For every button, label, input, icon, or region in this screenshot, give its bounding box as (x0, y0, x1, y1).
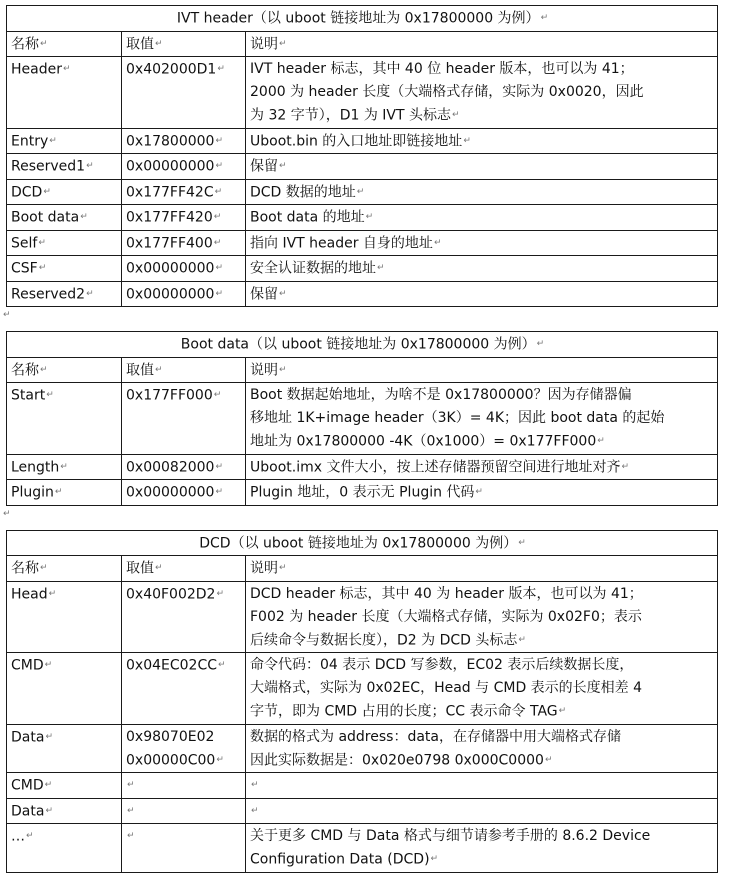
row-name-cell: Data↵ (7, 724, 122, 773)
value-line: 0x04EC02CC↵ (126, 657, 226, 674)
row-desc-cell (246, 57, 718, 129)
paragraph-mark-icon: ↵ (3, 310, 11, 320)
paragraph-mark-icon: ↵ (48, 588, 57, 599)
row-value-cell (122, 256, 246, 282)
header-cell-name: 名称↵ (7, 357, 122, 383)
paragraph-mark-icon: ↵ (215, 161, 223, 171)
paragraph-mark-icon: ↵ (544, 754, 553, 765)
table-row (7, 128, 718, 154)
paragraph-mark-icon: ↵ (215, 461, 223, 472)
table-title-cell (7, 530, 718, 556)
paragraph-mark-icon: ↵ (518, 634, 526, 645)
paragraph-mark-icon: ↵ (44, 780, 53, 790)
paragraph-mark-icon: ↵ (518, 537, 526, 548)
paragraph-mark-icon: ↵ (214, 186, 223, 197)
paragraph-mark-icon: ↵ (217, 64, 225, 74)
row-value-cell (122, 230, 246, 256)
value-line: 0x177FF420↵ (126, 209, 222, 226)
table-row (7, 383, 718, 455)
paragraph-mark-icon: ↵ (365, 212, 374, 222)
paragraph-mark-icon: ↵ (215, 288, 223, 299)
value-line: 0x98070E02 (126, 728, 215, 745)
paragraph-mark-icon: ↵ (216, 754, 224, 765)
value-line: 0x177FF42C↵ (126, 184, 223, 200)
desc-line: 因此实际数据是：0x020e0798 0x000C0000↵ (250, 752, 553, 768)
paragraph-mark-icon: ↵ (433, 237, 442, 248)
row-value-cell (122, 383, 246, 455)
row-name-cell: CSF↵ (7, 256, 122, 282)
paragraph-mark-icon: ↵ (279, 38, 287, 49)
row-desc-cell (246, 179, 718, 205)
value-line: 0x00000000↵ (126, 484, 223, 501)
row-desc-cell (246, 205, 718, 231)
paragraph-mark-icon: ↵ (38, 237, 46, 248)
paragraph-mark-icon: ↵ (279, 364, 287, 375)
paragraph-mark-icon: ↵ (38, 263, 47, 273)
paragraph-mark-icon: ↵ (45, 731, 53, 742)
paragraph-gap (3, 307, 717, 331)
value-line: 0x00000C00↵ (126, 752, 224, 768)
desc-line: 安全认证数据的地址↵ (250, 260, 385, 277)
row-name-cell: DCD↵ (7, 179, 122, 205)
row-name-cell: Entry↵ (7, 128, 122, 154)
row-value-cell (122, 480, 246, 506)
row-desc-cell (246, 798, 718, 824)
desc-line: 保留↵ (250, 158, 287, 175)
paragraph-mark-icon: ↵ (155, 563, 163, 573)
desc-line: IVT header 标志，其中 40 位 header 版本，也可以为 41； (250, 61, 634, 77)
table-row (7, 230, 718, 256)
paragraph-mark-icon: ↵ (155, 364, 163, 375)
value-line: 0x177FF400↵ (126, 235, 222, 251)
paragraph-mark-icon: ↵ (218, 660, 226, 670)
row-name-cell: Head↵ (7, 581, 122, 653)
table-row (7, 256, 718, 282)
desc-line: 2000 为 header 长度（大端格式存储，实际为 0x0020，因此 (250, 84, 644, 100)
table-row (7, 179, 718, 205)
paragraph-mark-icon: ↵ (279, 563, 287, 573)
row-name-cell: Length↵ (7, 454, 122, 480)
desc-line: 数据的格式为 address：data，在存储器中用大端格式存储 (250, 728, 621, 745)
paragraph-mark-icon: ↵ (463, 135, 471, 146)
header-cell-desc: 说明↵ (246, 556, 718, 582)
row-name-cell: Reserved1↵ (7, 154, 122, 180)
desc-line: 地址为 0x17800000 -4K（0x1000）= 0x177FF000↵ (250, 433, 605, 450)
table-row (7, 57, 718, 129)
row-value-cell (122, 154, 246, 180)
paragraph-mark-icon: ↵ (40, 364, 48, 375)
paragraph-mark-icon: ↵ (213, 390, 222, 400)
desc-line: 字节，即为 CMD 占用的长度；CC 表示命令 TAG↵ (250, 703, 567, 720)
document-body (3, 5, 717, 873)
table-title: Boot data（以 uboot 链接地址为 0x17800000 为例） (180, 336, 536, 353)
paragraph-mark-icon: ↵ (54, 487, 63, 497)
desc-line (250, 774, 714, 798)
paragraph-mark-icon: ↵ (597, 436, 605, 446)
paragraph-mark-icon: ↵ (213, 237, 222, 248)
boot-data-table (6, 331, 718, 506)
desc-line: 大端格式，实际为 0x02EC，Head 与 CMD 表示的长度相差 4 (250, 680, 643, 696)
paragraph-mark-icon: ↵ (40, 563, 48, 573)
paragraph-mark-icon: ↵ (216, 588, 225, 599)
value-line: 0x00000000↵ (126, 158, 223, 175)
table-title-cell (7, 332, 718, 358)
paragraph-mark-icon: ↵ (540, 13, 549, 23)
paragraph-mark-icon: ↵ (215, 135, 223, 146)
table-row (7, 773, 718, 799)
row-value-cell (122, 824, 246, 873)
table-title-row (7, 332, 718, 358)
value-line: 0x402000D1↵ (126, 61, 225, 78)
paragraph-mark-icon: ↵ (43, 186, 51, 197)
value-line: 0x40F002D2↵ (126, 586, 225, 602)
paragraph-mark-icon: ↵ (127, 805, 135, 816)
paragraph-mark-icon: ↵ (40, 38, 48, 49)
paragraph-gap (3, 506, 717, 530)
value-line: 0x00082000↵ (126, 459, 223, 475)
value-line (126, 800, 242, 824)
paragraph-mark-icon: ↵ (356, 186, 365, 197)
row-name-cell: Start↵ (7, 383, 122, 455)
row-desc-cell (246, 773, 718, 799)
desc-line: 命令代码：04 表示 DCD 写参数，EC02 表示后续数据长度， (250, 657, 634, 673)
row-desc-cell (246, 454, 718, 480)
paragraph-mark-icon: ↵ (86, 161, 94, 171)
desc-line: 指向 IVT header 自身的地址↵ (250, 235, 442, 251)
desc-line: 保留↵ (250, 286, 287, 302)
paragraph-mark-icon: ↵ (60, 461, 68, 472)
table-header-row (7, 556, 718, 582)
row-desc-cell (246, 724, 718, 773)
paragraph-mark-icon: ↵ (86, 288, 94, 299)
paragraph-mark-icon: ↵ (430, 854, 439, 864)
paragraph-mark-icon: ↵ (215, 263, 223, 273)
desc-line: Uboot.bin 的入口地址即链接地址↵ (250, 133, 471, 149)
row-name-cell: Self↵ (7, 230, 122, 256)
row-value-cell (122, 773, 246, 799)
header-cell-desc: 说明↵ (246, 357, 718, 383)
paragraph-mark-icon: ↵ (127, 831, 135, 841)
header-cell-name: 名称↵ (7, 556, 122, 582)
table-title: IVT header（以 uboot 链接地址为 0x17800000 为例） (176, 10, 540, 27)
row-value-cell (122, 128, 246, 154)
ivt-header-table (6, 5, 718, 307)
header-cell-value: 取值↵ (122, 357, 246, 383)
table-row (7, 824, 718, 873)
table-row (7, 724, 718, 773)
table-row (7, 281, 718, 307)
table-title-row (7, 530, 718, 556)
desc-line: Boot data 的地址↵ (250, 209, 374, 226)
row-desc-cell (246, 230, 718, 256)
row-desc-cell (246, 154, 718, 180)
paragraph-mark-icon: ↵ (155, 38, 163, 49)
desc-line: 为 32 字节），D1 为 IVT 头标志↵ (250, 107, 460, 124)
table-row (7, 454, 718, 480)
paragraph-mark-icon: ↵ (475, 487, 483, 497)
table-row (7, 798, 718, 824)
paragraph-mark-icon: ↵ (251, 780, 259, 790)
row-name-cell: Plugin↵ (7, 480, 122, 506)
table-title-row (7, 6, 718, 32)
desc-line: 后续命令与数据长度），D2 为 DCD 头标志↵ (250, 632, 526, 648)
paragraph-mark-icon: ↵ (279, 161, 287, 171)
value-line (126, 774, 242, 798)
desc-line: Uboot.imx 文件大小，按上述存储器预留空间进行地址对齐↵ (250, 459, 630, 475)
value-line: 0x00000000↵ (126, 286, 223, 302)
paragraph-mark-icon: ↵ (26, 831, 34, 841)
row-desc-cell (246, 128, 718, 154)
row-value-cell (122, 454, 246, 480)
paragraph-mark-icon: ↵ (45, 805, 53, 816)
paragraph-mark-icon: ↵ (558, 706, 567, 716)
desc-line (250, 800, 714, 824)
row-desc-cell (246, 281, 718, 307)
row-value-cell (122, 57, 246, 129)
paragraph-mark-icon: ↵ (46, 390, 54, 400)
row-value-cell (122, 581, 246, 653)
row-name-cell: CMD↵ (7, 653, 122, 725)
table-row (7, 205, 718, 231)
row-value-cell (122, 798, 246, 824)
table-header-row (7, 31, 718, 57)
row-desc-cell (246, 383, 718, 455)
row-value-cell (122, 724, 246, 773)
table-row (7, 154, 718, 180)
paragraph-mark-icon: ↵ (80, 212, 88, 222)
row-name-cell: Boot data↵ (7, 205, 122, 231)
row-desc-cell (246, 581, 718, 653)
paragraph-mark-icon: ↵ (3, 508, 11, 519)
desc-line: 移地址 1K+image header（3K）= 4K；因此 boot data 的起始 (250, 410, 665, 426)
row-name-cell: CMD↵ (7, 773, 122, 799)
dcd-table (6, 530, 718, 873)
paragraph-mark-icon: ↵ (452, 110, 460, 120)
value-line (126, 825, 242, 849)
paragraph-mark-icon: ↵ (279, 288, 287, 299)
header-cell-desc: 说明↵ (246, 31, 718, 57)
row-name-cell: Header↵ (7, 57, 122, 129)
paragraph-mark-icon: ↵ (49, 135, 57, 146)
desc-line: DCD header 标志，其中 40 为 header 版本，也可以为 41； (250, 585, 643, 602)
row-name-cell: …↵ (7, 824, 122, 873)
row-value-cell (122, 205, 246, 231)
row-name-cell: Data↵ (7, 798, 122, 824)
desc-line: DCD 数据的地址↵ (250, 184, 365, 200)
table-header-row (7, 357, 718, 383)
row-desc-cell (246, 480, 718, 506)
value-line: 0x00000000↵ (126, 260, 223, 277)
paragraph-mark-icon: ↵ (215, 487, 223, 497)
desc-line: Plugin 地址，0 表示无 Plugin 代码↵ (250, 484, 483, 501)
paragraph-mark-icon: ↵ (251, 805, 259, 816)
table-row (7, 480, 718, 506)
value-line: 0x17800000↵ (126, 133, 223, 149)
table-title: DCD（以 uboot 链接地址为 0x17800000 为例） (199, 535, 518, 551)
paragraph-mark-icon: ↵ (127, 780, 135, 790)
header-cell-value: 取值↵ (122, 556, 246, 582)
table-row (7, 581, 718, 653)
desc-line: F002 为 header 长度（大端格式存储，实际为 0x02F0；表示 (250, 608, 642, 625)
paragraph-mark-icon: ↵ (621, 461, 630, 472)
row-value-cell (122, 179, 246, 205)
desc-line: 关于更多 CMD 与 Data 格式与细节请参考手册的 8.6.2 Device (250, 828, 651, 844)
row-value-cell (122, 653, 246, 725)
paragraph-mark-icon: ↵ (44, 660, 53, 670)
row-desc-cell (246, 653, 718, 725)
table-row (7, 653, 718, 725)
header-cell-value: 取值↵ (122, 31, 246, 57)
paragraph-mark-icon: ↵ (536, 339, 545, 349)
table-title-cell (7, 6, 718, 32)
row-desc-cell (246, 256, 718, 282)
desc-line: Configuration Data (DCD)↵ (250, 851, 439, 868)
paragraph-mark-icon: ↵ (213, 212, 222, 222)
row-desc-cell (246, 824, 718, 873)
row-value-cell (122, 281, 246, 307)
paragraph-mark-icon: ↵ (377, 263, 385, 273)
desc-line: Boot 数据起始地址，为啥不是 0x17800000？因为存储器偏 (250, 387, 632, 403)
value-line: 0x177FF000↵ (126, 387, 222, 404)
header-cell-name: 名称↵ (7, 31, 122, 57)
paragraph-mark-icon: ↵ (62, 64, 71, 74)
row-name-cell: Reserved2↵ (7, 281, 122, 307)
